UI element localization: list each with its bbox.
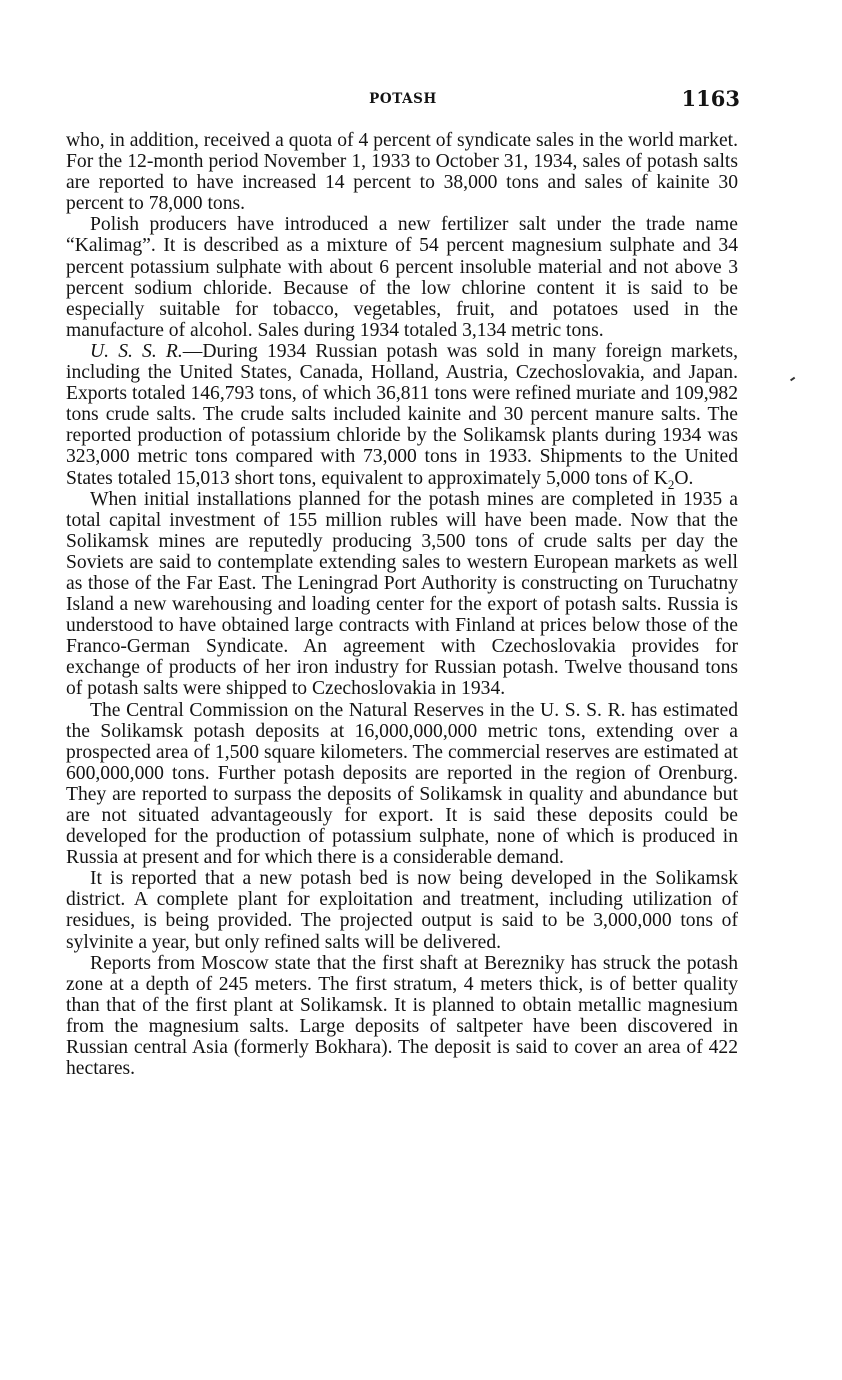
running-header (66, 86, 740, 112)
section-lead-ussr: U. S. S. R. (90, 340, 183, 362)
stray-pen-mark (790, 377, 795, 381)
paragraph-poland-kalimag: Polish producers have introduced a new fertilizer salt under the trade name “Kalimag”. It is described as a mixture of 54 percent magnesium sulphate and 34 percent potassium sulphate with about 6 percent insoluble material and not above 3 percent sodium chloride. Because of the low chlorine content it is said to be especially suitable for tobacco, vegetables, fruit, and potatoes used in the manufacture of alcohol. Sales during 1934 totaled 3,134 metric tons. (66, 214, 738, 341)
paragraph-new-bed: It is reported that a new potash bed is now being developed in the Solikamsk district. A complete plant for exploitation and treatment, including utilization of residues, is being provided. The projected output is said to be 3,000,000 tons of sylvinite a year, but only refined salts will be delivered. (66, 868, 738, 953)
paragraph-reserves: The Central Commission on the Natural Reserves in the U. S. S. R. has estimated the Solikamsk potash deposits at 16,000,000,000 metric tons, extending over a prospected area of 1,500 square kilometers. The commercial reserves are estimated at 600,000,000 tons. Further potash deposits are reported in the region of Orenburg. They are reported to surpass the deposits of Solikamsk in quality and abundance but are not situated advantageously for export. It is said these deposits could be developed for the production of potassium sulphate, none of which is produced in Russia at present and for which there is a considerable demand. (66, 699, 738, 869)
body-text (66, 130, 738, 1079)
paragraph-ussr-text-end: O. (674, 467, 694, 489)
paragraph-continuation: who, in addition, received a quota of 4 percent of syndicate sales in the world market. For the 12-month period November 1, 1933 to October 31, 1934, sales of potash salts are reported to have increased 14 percent to 38,000 tons and sales of kainite 30 percent to 78,000 tons. (66, 130, 738, 215)
running-title: POTASH (369, 91, 437, 107)
chemical-subscript: 2 (667, 476, 675, 492)
paragraph-installations: When initial installations planned for the potash mines are completed in 1935 a total capital investment of 155 million rubles will have been made. Now that the Solikamsk mines are reputedly producing 3,500 tons of crude salts per day the Soviets are said to contemplate extending sales to western European markets as well as those of the Far East. The Leningrad Port Authority is constructing on Turuchatny Island a new warehousing and loading center for the export of potash salts. Russia is understood to have obtained large contracts with Finland at prices below those of the Franco-German Syndicate. An agreement with Czechoslovakia provides for exchange of products of her iron industry for Russian potash. Twelve thousand tons of potash salts were shipped to Czechoslovakia in 1934. (66, 488, 738, 700)
paragraph-berezniky: Reports from Moscow state that the first shaft at Berezniky has struck the potash zone at a depth of 245 meters. The first stratum, 4 meters thick, is of better quality than that of the first plant at Solikamsk. It is planned to obtain metallic magnesium from the magnesium salts. Large deposits of saltpeter have been discovered in Russian central Asia (formerly Bokhara). The deposit is said to cover an area of 422 hectares. (66, 952, 738, 1080)
page-number: 1163 (681, 86, 740, 111)
paragraph-ussr-text: —During 1934 Russian potash was sold in many foreign markets, including the United States, Canada, Holland, Austria, Czechoslovakia, and Japan. Exports totaled 146,793 tons, of which 36,811 tons were refined muriate and 109,982 tons crude salts. The crude salts included kainite and 30 percent manure salts. The reported production of potassium chloride by the Solikamsk plants during 1934 was 323,000 metric tons compared with 73,000 tons in 1933. Shipments to the United States totaled 15,013 short tons, equivalent to approximately 5,000 tons of K (66, 340, 738, 489)
paragraph-ussr-exports (66, 340, 738, 492)
